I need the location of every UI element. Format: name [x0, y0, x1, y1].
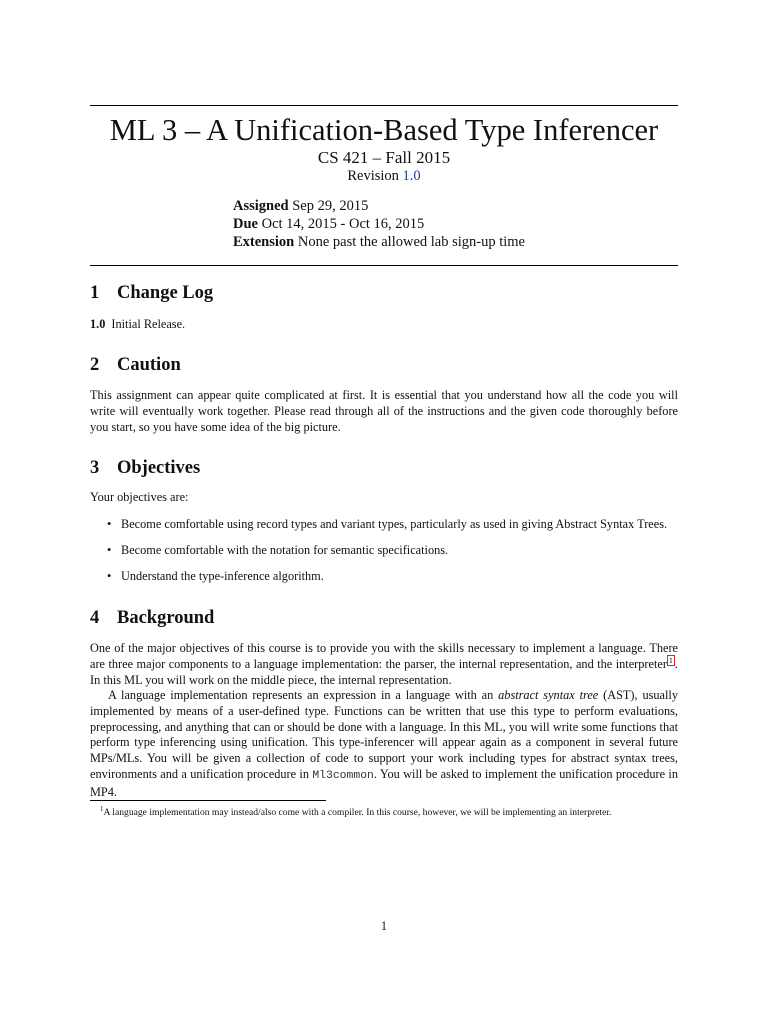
background-p1-end: . In this ML you will work on the middle piece, the internal representation. [90, 656, 678, 687]
revision-number-link[interactable]: 1.0 [402, 168, 421, 184]
revision-label: Revision [347, 168, 399, 184]
top-rule [90, 105, 678, 106]
objectives-intro: Your objectives are: [90, 490, 189, 504]
abstract-syntax-tree-term: abstract syntax tree [498, 688, 599, 702]
section-number: 4 [90, 608, 100, 628]
section-title: Caution [117, 355, 181, 375]
ml3common-code: Ml3common [312, 769, 374, 782]
footnote [100, 803, 611, 819]
background-p1-text: One of the major objectives of this course is to provide you with the skills necessary to implement a language. There are three major components to a language implementation: the parser, the internal representation, and the interpreter [90, 641, 678, 671]
section-number: 3 [90, 458, 100, 478]
background-paragraph-1 [90, 641, 678, 688]
objective-text: Become comfortable with the notation for semantic specifications. [121, 543, 449, 557]
bullet-icon: • [107, 517, 112, 531]
background-p2-text: A language implementation represents an expression in a language with an [108, 688, 499, 702]
due-value: Oct 14, 2015 - Oct 16, 2015 [261, 216, 425, 232]
due-line [233, 215, 424, 233]
list-item [107, 542, 448, 558]
extension-line [233, 233, 525, 251]
objective-text: Understand the type-inference algorithm. [121, 569, 324, 583]
section-heading-change-log [90, 282, 213, 304]
due-label: Due [233, 216, 258, 232]
header-bottom-rule [90, 265, 678, 266]
background-paragraph-2 [90, 688, 678, 801]
assigned-label: Assigned [233, 198, 289, 214]
extension-value: None past the allowed lab sign-up time [297, 234, 525, 250]
document-title: ML 3 – A Unification-Based Type Inferencer [109, 113, 659, 147]
footnote-link[interactable]: 1 [668, 655, 673, 665]
bullet-icon: • [107, 543, 112, 557]
assigned-line [233, 197, 368, 215]
section-title: Change Log [117, 283, 214, 303]
background-p2-mid: (AST), usually implemented by means of a user-defined type. Functions can be written that use this type to perform evaluations, preprocessing, and anything that can or should be done with a language. In this ML, you will write some functions that perform type inferencing using unification. This type-inferencer will appear again as a component in several future MPs/MLs. You will be given a collection of code to support your work including types for abstract syntax trees, environments and a unification procedure in [90, 688, 678, 781]
changelog-entry [90, 316, 185, 332]
section-number: 1 [90, 283, 100, 303]
section-heading-objectives [90, 457, 200, 479]
footnote-text: A language implementation may instead/also come with a compiler. In this course, however, we will be implementing an interpreter. [103, 807, 612, 819]
section-heading-background [90, 607, 214, 629]
page-number: 1 [380, 919, 388, 933]
footnote-rule [90, 800, 326, 801]
background-p2-end: . You will be asked to implement the unification procedure in MP4. [90, 766, 678, 799]
assigned-value: Sep 29, 2015 [292, 198, 369, 214]
course-subtitle: CS 421 – Fall 2015 [317, 148, 451, 167]
changelog-version: 1.0 [90, 317, 106, 331]
footnote-mark: 1 [100, 805, 104, 813]
section-number: 2 [90, 355, 100, 375]
section-heading-caution [90, 354, 181, 376]
extension-label: Extension [233, 234, 295, 250]
changelog-text: Initial Release. [111, 317, 186, 331]
bullet-icon: • [107, 569, 112, 583]
revision-line [90, 167, 678, 185]
caution-paragraph: This assignment can appear quite complicated at first. It is essential that you understand how all the code you will write will eventually work together. Please read through all of the instructions and the given code thoroughly before you start, so you have some idea of the big picture. [90, 388, 678, 434]
section-title: Background [117, 608, 215, 628]
objective-text: Become comfortable using record types and variant types, particularly as used in giving Abstract Syntax Trees. [121, 517, 668, 531]
list-item [107, 516, 667, 532]
section-title: Objectives [117, 458, 201, 478]
list-item [107, 568, 324, 584]
